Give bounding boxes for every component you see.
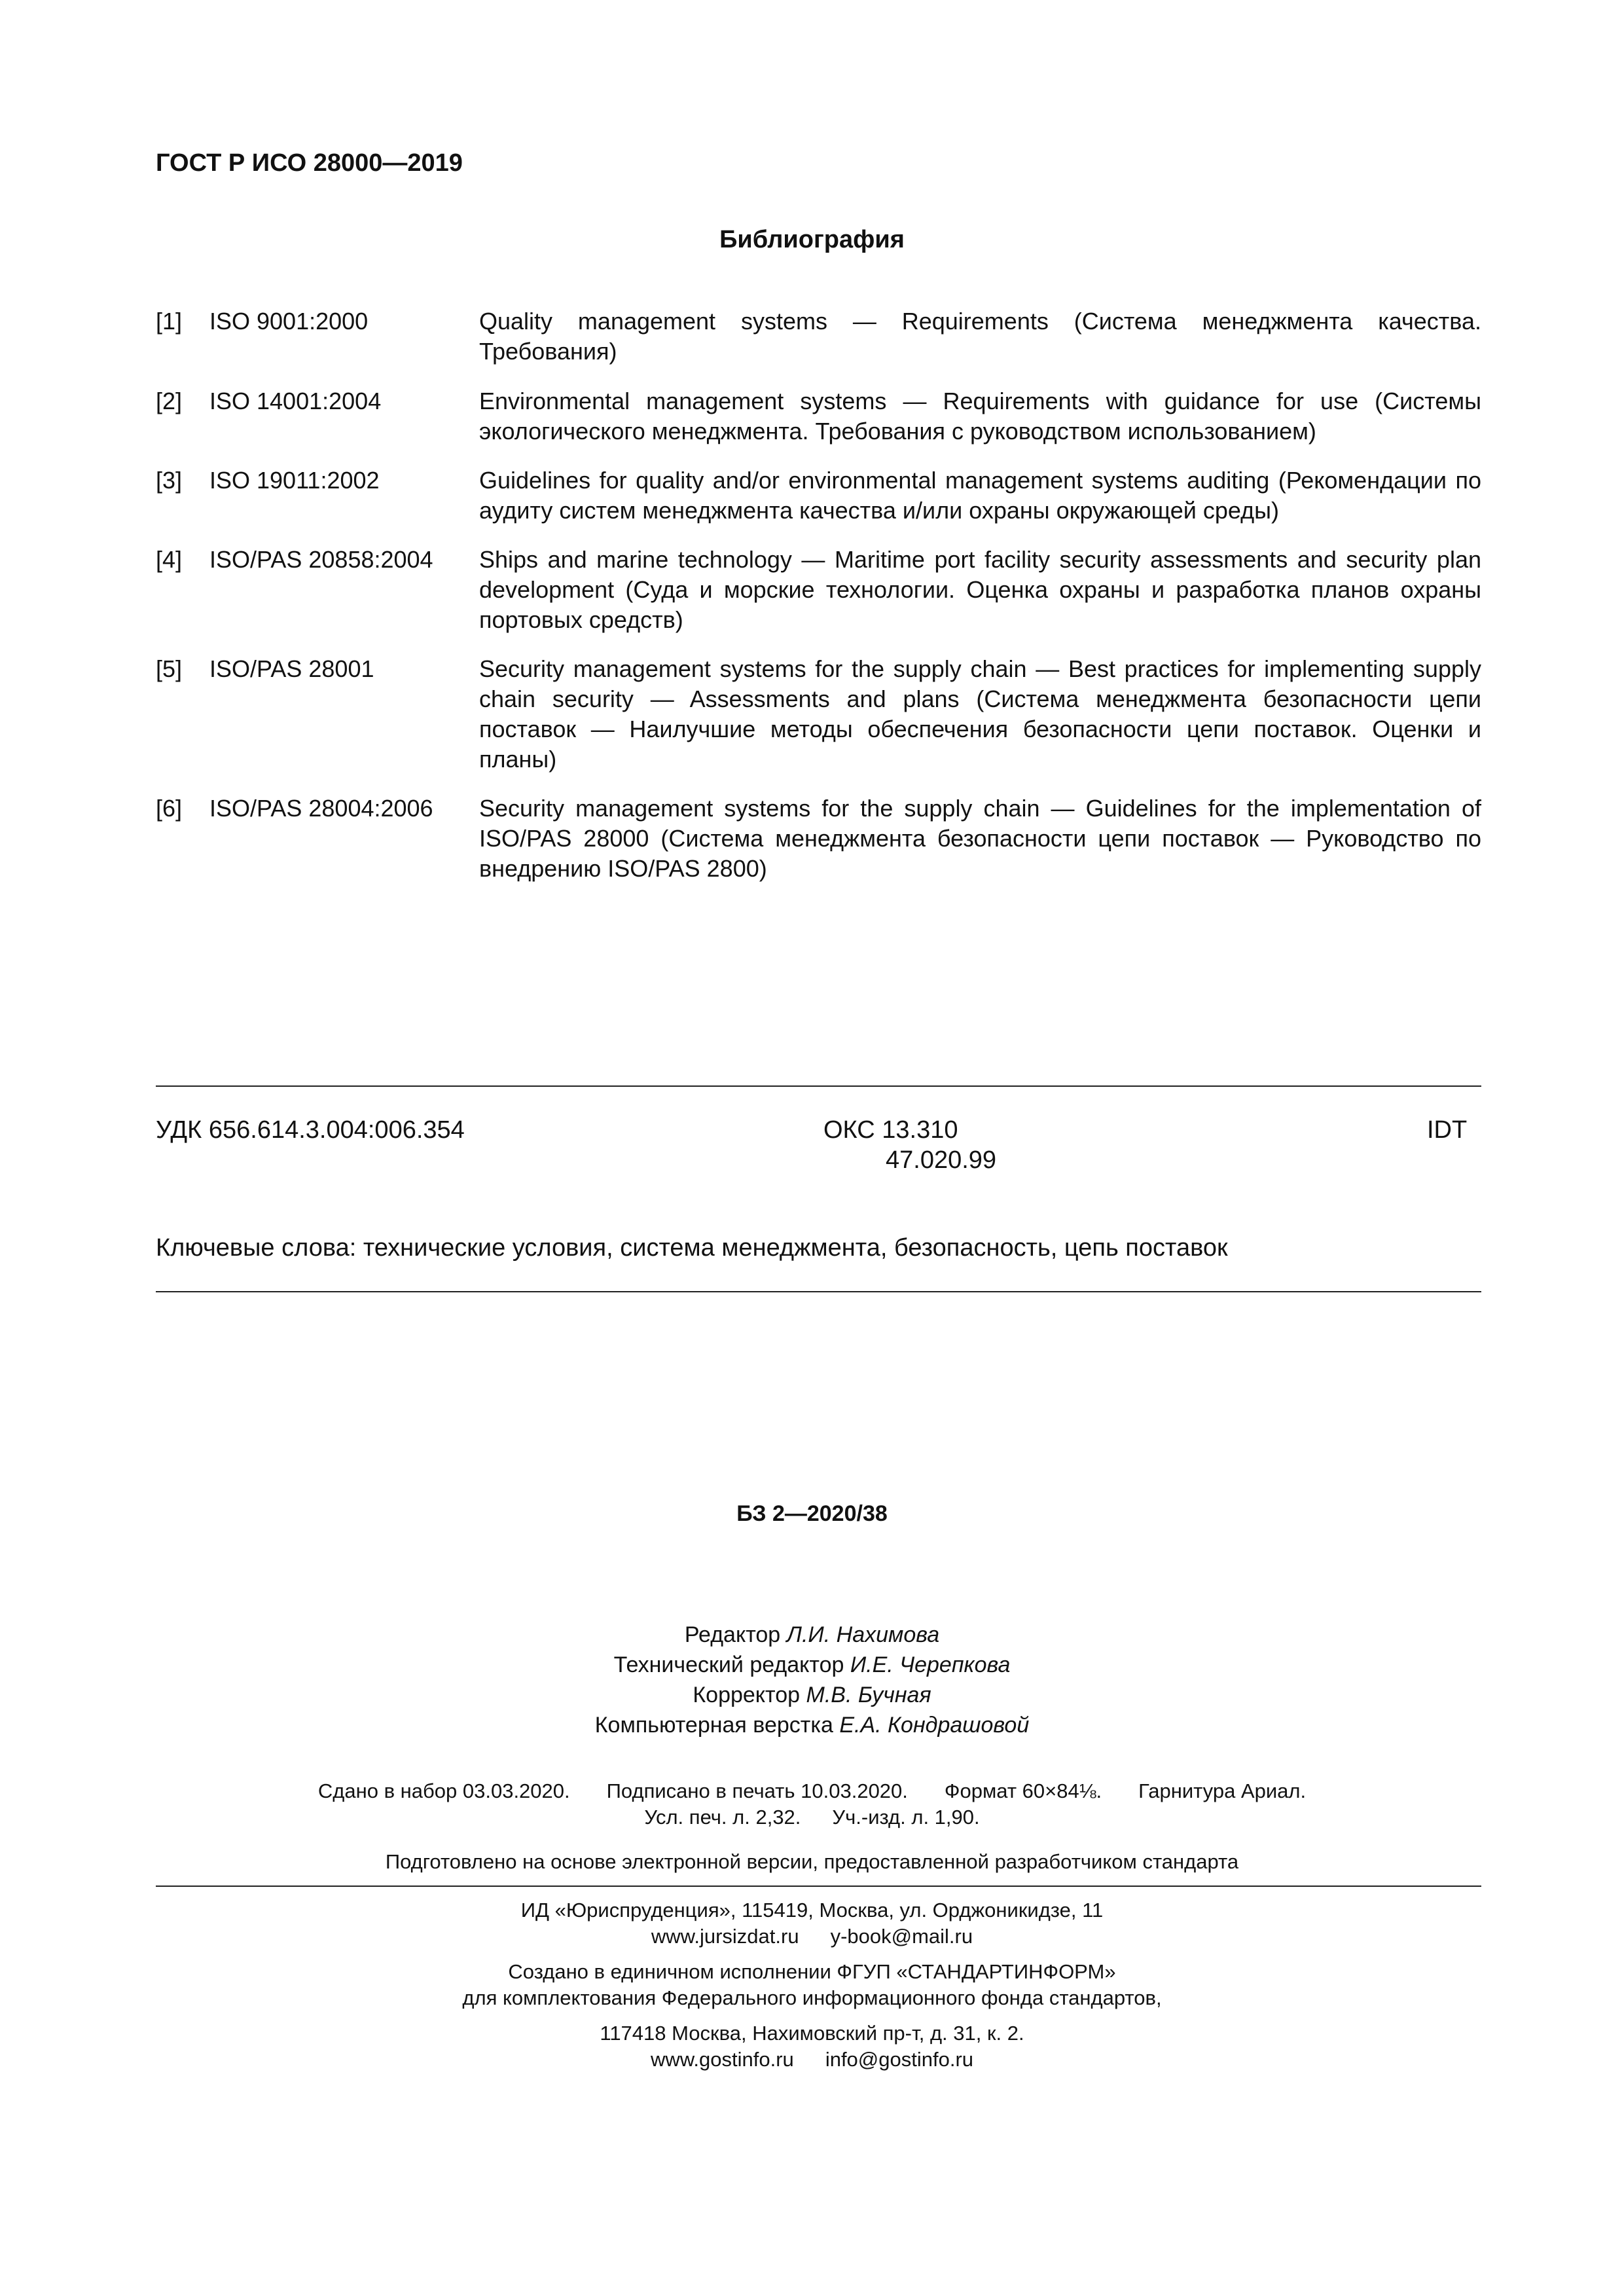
layout-name: Е.А. Кондрашовой	[839, 1713, 1030, 1738]
reference-code: ISO 14001:2004	[209, 388, 382, 414]
gost-contacts	[0, 2048, 1624, 2071]
reference-code: ISO/PAS 28001	[209, 655, 374, 682]
udk-code: УДК 656.614.3.004:006.354	[156, 1116, 465, 1144]
reference-number: [1]	[156, 308, 183, 335]
reference-description: Security management systems for the supply chain — Guidelines for the implementation of ISO/PAS 28000 (Система менеджмента безопасности цепи поставок — Руководство по внедрению ISO/PAS 2800)	[479, 795, 1481, 882]
publisher-email: y-book@mail.ru	[830, 1925, 973, 1948]
print-sheets: Усл. печ. л. 2,32.	[644, 1806, 801, 1829]
sheets-line	[0, 1806, 1624, 1829]
reference-item	[156, 545, 1481, 635]
prepared-note: Подготовлено на основе электронной версии, предоставленной разработчиком стандарта	[385, 1850, 1239, 1873]
publisher-sheets: Уч.-изд. л. 1,90.	[832, 1806, 980, 1829]
reference-item	[156, 465, 1481, 526]
created-line-2: для комплектования Федерального информационного фонда стандартов,	[462, 1986, 1162, 2009]
reference-code: ISO 19011:2002	[209, 467, 380, 494]
keywords: Ключевые слова: технические условия, система менеджмента, безопасность, цепь поставок	[156, 1234, 1228, 1262]
reference-code: ISO/PAS 20858:2004	[209, 546, 433, 573]
publisher-contacts	[0, 1925, 1624, 1948]
reference-item	[156, 306, 1481, 367]
tech-editor-role: Технический редактор	[613, 1652, 844, 1677]
gost-email: info@gostinfo.ru	[825, 2048, 974, 2071]
reference-item	[156, 793, 1481, 884]
editor-name: Л.И. Нахимова	[786, 1622, 940, 1647]
gost-site: www.gostinfo.ru	[650, 2048, 794, 2071]
tech-editor-line	[0, 1652, 1624, 1678]
gost-address: 117418 Москва, Нахимовский пр-т, д. 31, к. 2.	[600, 2022, 1024, 2045]
editor-line	[0, 1622, 1624, 1648]
layout-role: Компьютерная верстка	[594, 1713, 833, 1738]
tech-editor-name: И.Е. Черепкова	[850, 1652, 1011, 1677]
signed-date: Подписано в печать 10.03.2020.	[606, 1779, 908, 1802]
reference-description: Guidelines for quality and/or environmental management systems auditing (Рекомендации по аудиту систем менеджмента качества и/или охраны окружающей среды)	[479, 467, 1481, 524]
reference-number: [4]	[156, 546, 183, 573]
imprint-divider	[156, 1886, 1481, 1887]
reference-description: Quality management systems — Requirements (Система менеджмента качества. Требования)	[479, 308, 1481, 365]
print-details-line	[0, 1779, 1624, 1803]
reference-number: [2]	[156, 388, 183, 414]
corrector-role: Корректор	[693, 1683, 801, 1707]
publisher-address: ИД «Юриспруденция», 115419, Москва, ул. Орджоникидзе, 11	[520, 1899, 1104, 1922]
bz-number: БЗ 2—2020/38	[736, 1501, 888, 1526]
idt-label: IDT	[1427, 1116, 1468, 1144]
reference-description: Ships and marine technology — Maritime port facility security assessments and security plan development (Суда и морские технологии. Оценка охраны и разработка планов охраны портовых средств)	[479, 546, 1481, 633]
editor-role: Редактор	[684, 1622, 781, 1647]
reference-description: Security management systems for the supply chain — Best practices for implementing supply chain security — Assessments and plans (Система менеджмента безопасности цепи поставок — Наилучшие методы обеспечения безопасности цепи поставок. Оценки и планы)	[479, 655, 1481, 773]
corrector-name: М.В. Бучная	[806, 1683, 931, 1707]
layout-line	[0, 1713, 1624, 1738]
keywords-divider	[156, 1291, 1481, 1292]
paper-format: Формат 60×84⅛.	[944, 1779, 1102, 1802]
document-code: ГОСТ Р ИСО 28000—2019	[156, 149, 463, 177]
typeface: Гарнитура Ариал.	[1138, 1779, 1307, 1802]
oks-code: ОКС 13.310	[823, 1116, 958, 1144]
reference-number: [5]	[156, 655, 183, 682]
reference-description: Environmental management systems — Requirements with guidance for use (Системы экологического менеджмента. Требования с руководством использованием)	[479, 388, 1481, 445]
top-divider	[156, 1085, 1481, 1087]
reference-number: [3]	[156, 467, 183, 494]
corrector-line	[0, 1683, 1624, 1708]
reference-code: ISO/PAS 28004:2006	[209, 795, 433, 822]
reference-item	[156, 654, 1481, 774]
submitted-date: Сдано в набор 03.03.2020.	[317, 1779, 570, 1802]
reference-number: [6]	[156, 795, 183, 822]
publisher-site: www.jursizdat.ru	[651, 1925, 799, 1948]
oks-code-secondary: 47.020.99	[886, 1146, 997, 1174]
reference-item	[156, 386, 1481, 446]
bibliography-title: Библиография	[719, 226, 905, 253]
reference-code: ISO 9001:2000	[209, 308, 369, 335]
created-line-1: Создано в единичном исполнении ФГУП «СТАНДАРТИНФОРМ»	[508, 1960, 1116, 1983]
